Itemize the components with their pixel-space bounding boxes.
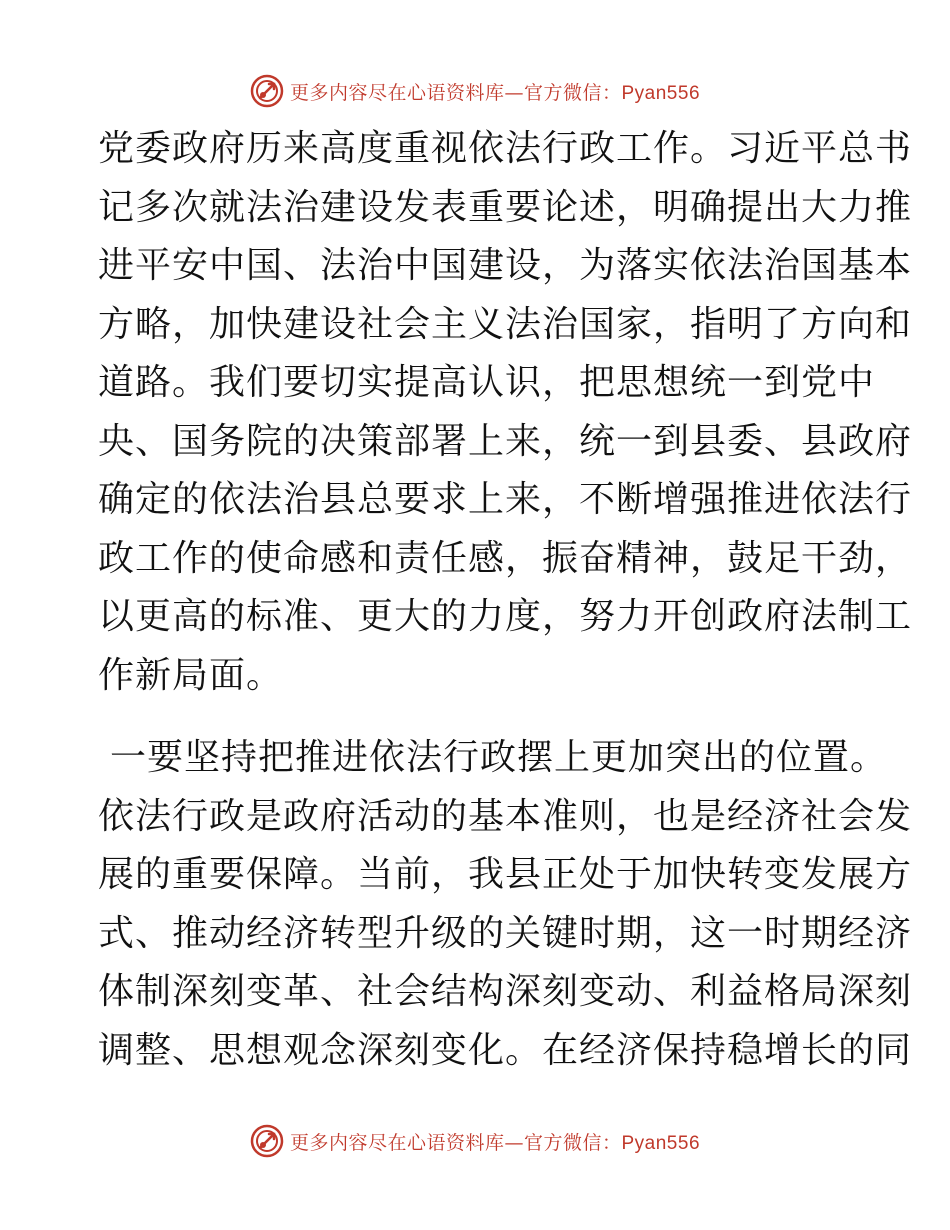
text-line: 调整、思想观念深刻变化。在经济保持稳增长的同 — [98, 1029, 913, 1071]
text-line: 党委政府历来高度重视依法行政工作。习近平总书 — [98, 128, 913, 169]
text-line: 式、推动经济转型升级的关键时期，这一时期经济 — [98, 912, 913, 954]
paragraph-1 — [98, 120, 913, 705]
footer-site-name: 更多内容尽在心语资料库 — [289, 1131, 505, 1154]
footer-separator: — — [504, 1131, 524, 1154]
header-wechat-label: 官方微信： — [523, 81, 622, 104]
text-line: 依法行政是政府活动的基本准则，也是经济社会发 — [98, 795, 913, 837]
logo-seal-icon — [250, 1124, 284, 1158]
logo-seal-icon — [250, 74, 284, 108]
text-line: 进平安中国、法治中国建设，为落实依法治国基本 — [98, 245, 913, 286]
text-line: 体制深刻变革、社会结构深刻变动、利益格局深刻 — [98, 971, 913, 1012]
header-banner — [0, 71, 950, 111]
text-line: 央、国务院的决策部署上来，统一到县委、县政府 — [98, 420, 913, 462]
header-separator: — — [504, 81, 524, 104]
text-line: 方略，加快建设社会主义法治国家，指明了方向和 — [98, 303, 913, 345]
header-wechat-id: Pyan556 — [621, 82, 701, 104]
paragraph-gap — [98, 705, 858, 729]
text-line: 记多次就法治建设发表重要论述，明确提出大力推 — [98, 186, 913, 228]
text-line: 以更高的标准、更大的力度，努力开创政府法制工 — [98, 596, 913, 637]
text-line: 道路。我们要切实提高认识，把思想统一到党中 — [98, 362, 876, 403]
header-site-name: 更多内容尽在心语资料库 — [289, 81, 505, 104]
footer-banner-text — [290, 1128, 700, 1155]
paragraph-2 — [98, 729, 913, 1080]
header-banner-text — [290, 78, 700, 105]
text-line: 一要坚持把推进依法行政摆上更加突出的位置。 — [110, 737, 888, 778]
text-line: 政工作的使命感和责任感，振奋精神，鼓足干劲， — [98, 537, 913, 579]
text-line: 展的重要保障。当前，我县正处于加快转变发展方 — [98, 854, 913, 895]
text-line: 作新局面。 — [98, 654, 284, 696]
footer-wechat-id: Pyan556 — [621, 1132, 701, 1154]
document-body — [98, 120, 913, 1080]
footer-wechat-label: 官方微信： — [523, 1131, 622, 1154]
footer-banner — [0, 1121, 950, 1161]
text-line: 确定的依法治县总要求上来，不断增强推进依法行 — [98, 479, 913, 520]
